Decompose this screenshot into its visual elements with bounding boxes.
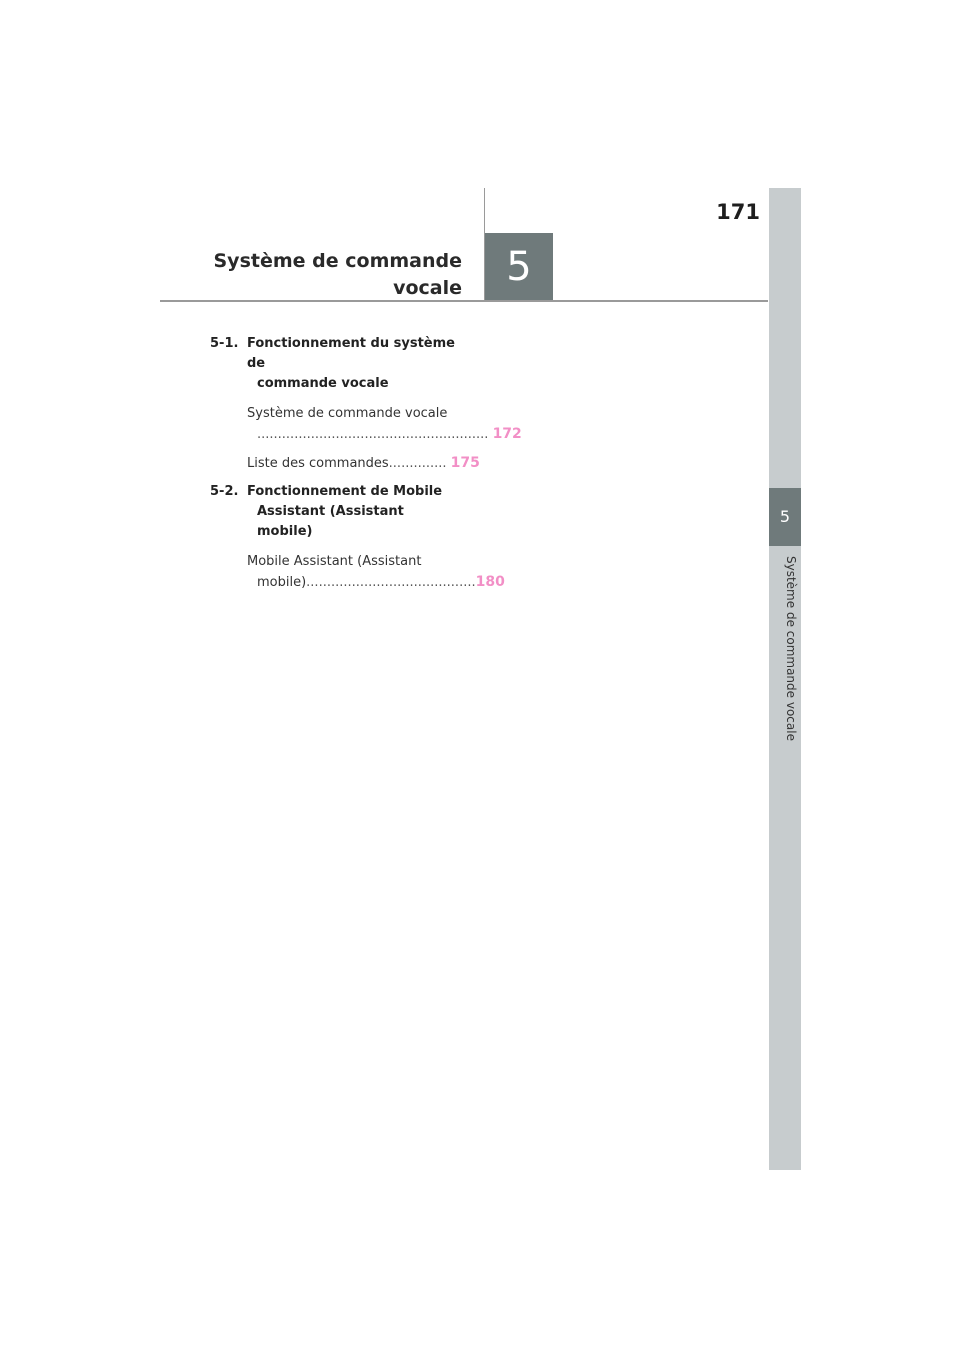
toc-entry-text: Liste des commandes [247, 456, 389, 471]
toc-section-5-1 [210, 334, 460, 394]
toc-entry-text: Mobile Assistant (Assistant [247, 554, 422, 569]
toc-section-title-line2: commande vocale [257, 376, 389, 391]
toc-entry-liste-des-commandes[interactable] [247, 453, 480, 474]
toc-entry-mobile-assistant[interactable] [247, 552, 505, 593]
chapter-title-line2: vocale [393, 277, 462, 299]
table-of-contents [210, 334, 522, 593]
toc-section-title-line1: Fonctionnement de Mobile [247, 484, 443, 499]
toc-entry-systeme-commande-vocale[interactable] [247, 404, 522, 445]
toc-section-title-line1: Fonctionnement du système de [247, 336, 455, 371]
toc-entry-dots: ......................................... [306, 575, 476, 590]
toc-entry-page-link[interactable]: 180 [475, 574, 505, 590]
toc-section-number: 5-2. [210, 484, 239, 499]
toc-entry-page-link[interactable]: 172 [492, 426, 522, 442]
chapter-number-box: 5 [485, 233, 553, 301]
toc-entry-dots: ........................................................ [257, 427, 489, 442]
side-tab-label: Système de commande vocale [784, 556, 798, 741]
toc-entry-text: Système de commande vocale [247, 406, 448, 421]
toc-entry-text-line2: mobile) [257, 575, 307, 590]
toc-entry-page-link[interactable]: 175 [450, 455, 480, 471]
toc-section-title [247, 482, 460, 542]
header-divider-horizontal [160, 300, 768, 302]
toc-section-number: 5-1. [210, 336, 239, 351]
toc-entry-leader [247, 424, 522, 445]
toc-entry-dots: .............. [388, 456, 447, 471]
toc-entry-leader [247, 453, 480, 474]
toc-section-5-2 [210, 482, 460, 542]
toc-entry-leader [247, 572, 505, 593]
chapter-title-line1: Système de commande [213, 250, 462, 272]
page-number: 171 [716, 200, 760, 224]
toc-section-title-line2: Assistant (Assistant mobile) [257, 504, 404, 539]
chapter-title [200, 248, 462, 302]
toc-section-title [247, 334, 460, 394]
side-tab-chapter-5[interactable]: 5 [769, 488, 801, 546]
